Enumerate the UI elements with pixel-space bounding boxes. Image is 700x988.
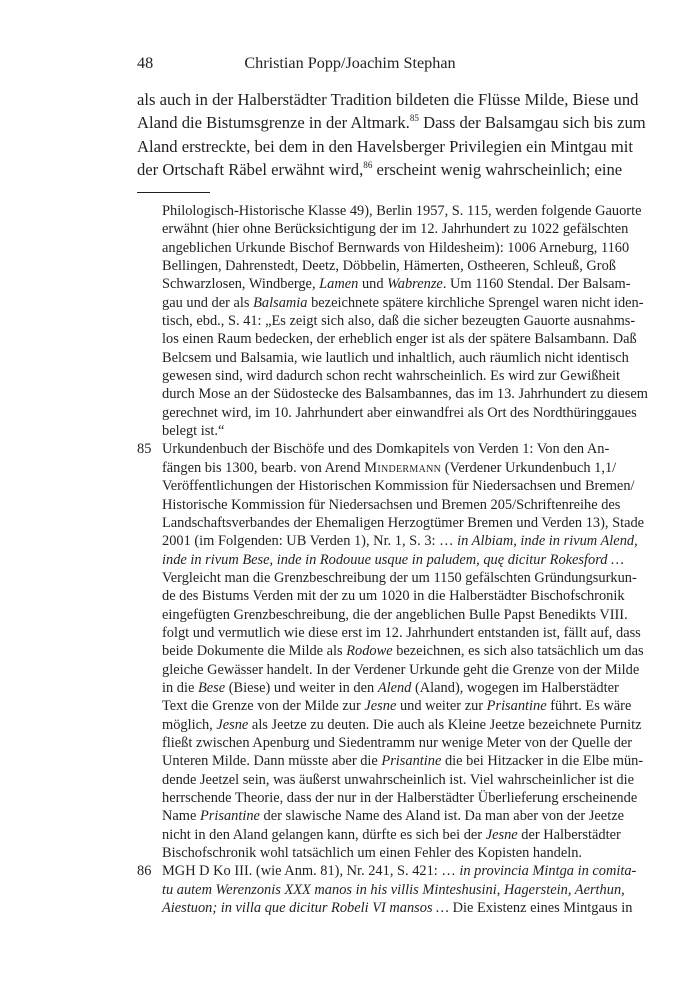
footnote-line — [162, 349, 629, 367]
running-head — [137, 54, 563, 76]
text-run: erwähnt (hier ohne Berücksichtigung der im 12. Jahrhundert zu 1022 gefälschten — [162, 221, 629, 238]
text-run: Vergleicht man die Grenzbeschreibung der um 1150 gefälschten Gründungsurkun- — [162, 569, 637, 586]
footnote-line — [162, 459, 617, 477]
italic-text: Prisantine — [199, 808, 260, 825]
italic-text: in provincia Mintga in comita- — [459, 863, 637, 880]
footnote — [137, 862, 637, 917]
text-run: (Biese) und weiter in den — [225, 679, 378, 696]
text-run: eingefügten Grenzbeschreibung, die der angeblichen Bulle Papst Benedikts VIII. — [162, 606, 628, 623]
body-text-line — [137, 88, 639, 111]
text-run: Bischofschronik wohl tatsächlich um einen Fehler des Kopisten handeln. — [162, 845, 583, 862]
footnote-line — [162, 807, 624, 825]
text-run: bezeichnete spätere kirchliche Sprengel waren nicht iden- — [307, 294, 644, 311]
text-run: fließt zwischen Apenburg und Siedentramm nur wenige Meter von der Quelle der — [162, 734, 633, 751]
text-run: Schwarzlosen, Windberge, — [162, 276, 320, 293]
footnote-line — [162, 826, 621, 844]
text-run: der Halberstädter — [517, 826, 621, 843]
footnote-reference[interactable]: 85 — [409, 113, 419, 124]
text-run: möglich, — [162, 716, 217, 733]
running-title: Christian Popp/Joachim Stephan — [244, 54, 456, 72]
text-run: Name — [162, 808, 200, 825]
footnote-line — [162, 257, 616, 275]
footnote-line — [162, 862, 637, 880]
footnote-line — [162, 532, 638, 550]
footnote-line — [162, 385, 648, 403]
text-run: in die — [162, 679, 198, 696]
italic-text: Jesne — [485, 826, 518, 843]
footnote-line — [162, 679, 619, 697]
text-run: Text die Grenze von der Milde zur — [162, 698, 365, 715]
italic-text: Aiestuon; in villa que dicitur Robeli VI mansos … — [162, 900, 449, 917]
footnote-line — [162, 587, 625, 605]
text-run: nicht in den Aland gelangen kann, dürfte es sich bei der — [162, 826, 486, 843]
footnote — [137, 202, 648, 440]
page-number: 48 — [137, 54, 154, 72]
footnote-line — [162, 661, 640, 679]
footnote-line — [162, 697, 632, 715]
footnote-line — [162, 569, 637, 587]
footnote-line — [162, 551, 624, 569]
text-run: angeblichen Urkunde Bischof Bernwards von Hildesheim): 1006 Arneburg, 1160 — [162, 239, 630, 256]
footnote-number: 85 — [137, 441, 152, 458]
text-run: Aland erstreckte, bei dem in den Havelsberger Privilegien ein Mintgau mit — [137, 136, 633, 156]
text-run: Veröffentlichungen der Historischen Kommission für Niedersachsen und Bremen/ — [162, 478, 635, 495]
text-run: Philologisch-Historische Klasse 49), Berlin 1957, S. 115, werden folgende Gauorte — [162, 203, 642, 219]
text-run: gerechnet wird, im 10. Jahrhundert aber einwandfrei als Ort des Nordthüringgaues — [162, 404, 637, 421]
text-run: bezeichnen, es sich also tatsächlich um das — [392, 643, 644, 660]
text-run: und — [358, 276, 388, 293]
text-run: gewesen sind, wird dadurch schon recht wahrscheinlich. Es wird zur Gewißheit — [162, 368, 620, 385]
body-text — [137, 88, 646, 181]
italic-text: Bese — [197, 679, 226, 696]
footnote-line — [162, 312, 636, 330]
body-text-line — [137, 135, 633, 158]
footnote-line — [162, 202, 642, 220]
text-run: Unteren Milde. Dann müsste aber die — [162, 753, 382, 770]
text-run: Urkundenbuch der Bischöfe und des Domkapitels von Verden 1: Von den An- — [162, 441, 610, 458]
text-run: Historische Kommission für Niedersachsen und Bremen 205/Schriftenreihe des — [162, 496, 621, 513]
footnote-number: 86 — [137, 863, 152, 880]
text-run: dende Jeetzel sein, was äußerst unwahrscheinlich ist. Viel wahrscheinlicher ist die — [162, 771, 635, 788]
italic-text: inde in rivum Bese, inde in Rodouue usque in paludem, quę dicitur Rokesford … — [162, 551, 624, 568]
italic-text: Lamen — [319, 276, 359, 293]
text-run: de des Bistums Verden mit der zu um 1020 in die Halberstädter Bischofschronik — [162, 588, 625, 605]
footnote-line — [162, 220, 629, 238]
text-run: 2001 (im Folgenden: UB Verden 1), Nr. 1, S. 3: … — [162, 533, 458, 550]
italic-text: Jesne — [216, 716, 249, 733]
text-run: erscheint wenig wahrscheinlich; eine — [372, 159, 623, 179]
italic-text: Wabrenze — [387, 276, 443, 293]
footnote-line — [162, 642, 644, 660]
footnote-line — [162, 514, 645, 532]
text-run: und weiter zur — [396, 698, 487, 715]
text-run: Aland die Bistumsgrenze in der Altmark. — [137, 113, 410, 133]
text-run: Bellingen, Dahrenstedt, Deetz, Döbbelin, Hämerten, Ostheeren, Schleuß, Groß — [162, 258, 616, 275]
footnote-line — [162, 606, 628, 624]
author-name-smallcaps: Mindermann — [364, 459, 442, 476]
text-run: Landschaftsverbandes der Ehemaligen Herzogtümer Bremen und Verden 13), Stade — [162, 514, 645, 531]
italic-text: Balsamia — [253, 294, 308, 311]
italic-text: Alend — [377, 679, 412, 696]
footnote-line — [162, 477, 635, 495]
text-run: durch Mose an der Südostecke des Balsambannes, das im 13. Jahrhundert zu diesem — [162, 386, 648, 403]
italic-text: tu autem Werenzonis XXX manos in his villis Minteshusini, Hagerstein, Aerthun, — [162, 881, 625, 898]
text-run: beide Dokumente die Milde als — [162, 643, 347, 660]
text-run: folgt und vermutlich wie diese erst im 12. Jahrhundert entstanden ist, fällt auf, dass — [162, 624, 641, 641]
text-run: Belcsem und Balsamia, wie lautlich und inhaltlich, auch räumlich nicht identisch — [162, 349, 629, 366]
footnote-line — [162, 275, 631, 293]
text-run: Dass der Balsamgau sich bis zum — [418, 113, 646, 133]
text-run: los einen Raum bedecken, der erheblich enger ist als der spätere Balsambann. Daß — [162, 331, 637, 348]
text-run: . Um 1160 Stendal. Der Balsam- — [442, 276, 631, 293]
text-run: gleiche Gewässer handelt. In der Verdener Urkunde geht die Grenze von der Milde — [162, 661, 640, 678]
footnote-line — [162, 752, 644, 770]
footnote — [137, 440, 645, 862]
footnote-line — [162, 899, 633, 917]
text-run: tisch, ebd., S. 41: „Es zeigt sich also, daß die sicher bezeugten Gauorte ausnahms- — [162, 313, 636, 330]
footnote-line — [162, 404, 637, 422]
body-text-line — [137, 158, 623, 181]
footnote-line — [162, 440, 610, 458]
footnote-line — [162, 844, 583, 862]
italic-text: Jesne — [364, 698, 397, 715]
text-run: als Jeetze zu deuten. Die auch als Kleine Jeetze bezeichnete Purnitz — [248, 716, 642, 733]
footnote-line — [162, 330, 637, 348]
italic-text: Prisantine — [381, 753, 442, 770]
footnotes — [137, 202, 648, 917]
text-run: der slawische Name des Aland ist. Da man aber von der Jeetze — [259, 808, 624, 825]
text-run: MGH D Ko III. (wie Anm. 81), Nr. 241, S. 421: … — [162, 863, 460, 880]
footnote-line — [162, 624, 641, 642]
text-run: Die Existenz eines Mintgaus in — [448, 900, 633, 917]
text-run: (Aland), wogegen im Halberstädter — [411, 679, 619, 696]
footnote-line — [162, 789, 638, 807]
text-run: als auch in der Halberstädter Tradition bildeten die Flüsse Milde, Biese und — [137, 90, 639, 109]
text-run: die bei Hitzacker in die Elbe mün- — [441, 753, 644, 770]
footnote-line — [162, 716, 642, 734]
footnote-separator — [137, 192, 210, 193]
footnote-line — [162, 496, 621, 514]
footnote-line — [162, 294, 644, 312]
text-run: herrschende Theorie, dass der nur in der Halberstädter Überlieferung erscheinende — [162, 790, 638, 806]
body-text-line — [137, 111, 646, 134]
italic-text: in Albiam, inde in rivum Alend, — [457, 533, 638, 550]
footnote-line — [162, 422, 563, 440]
text-run: (Verdener Urkundenbuch 1,1/ — [441, 459, 617, 476]
footnote-line — [162, 771, 635, 789]
text-run: gau und der als — [162, 294, 254, 311]
footnote-line — [162, 239, 630, 257]
footnote-line — [162, 367, 620, 385]
text-run: belegt ist.“ — [162, 423, 225, 440]
italic-text: Rodowe — [346, 643, 393, 660]
text-run: führt. Es wäre — [546, 698, 632, 715]
footnote-reference[interactable]: 86 — [363, 160, 373, 171]
footnote-line — [162, 881, 625, 899]
text-run: der Ortschaft Räbel erwähnt wird, — [137, 159, 364, 179]
text-run: fängen bis 1300, bearb. von Arend — [162, 459, 365, 476]
italic-text: Prisantine — [486, 698, 547, 715]
footnote-line — [162, 734, 633, 752]
